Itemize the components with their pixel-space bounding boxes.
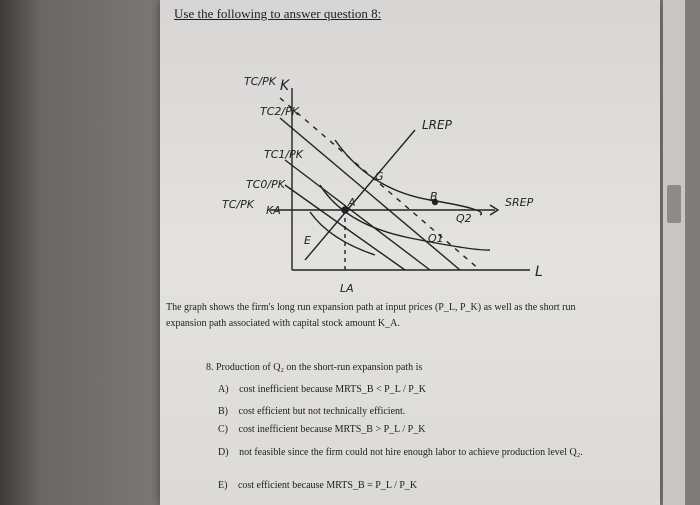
option-e[interactable] (218, 480, 417, 491)
iso-label-4: TC/PK (222, 198, 254, 211)
option-c-letter: C) (218, 424, 228, 435)
srep-label: SREP (505, 196, 534, 209)
option-e-letter: E) (218, 480, 228, 491)
vertical-scrollbar[interactable] (663, 0, 685, 505)
option-a-letter: A) (218, 384, 229, 395)
lrep-line (305, 130, 415, 260)
isoquant-3 (310, 212, 375, 255)
iso-label-3: TC0/PK (246, 178, 285, 191)
l-axis-label: L (535, 264, 543, 280)
option-a-text: cost inefficient because MRTS_B < P_L / P_K (239, 384, 427, 395)
scrollbar-thumb[interactable] (667, 185, 681, 223)
question-stem: 8. Production of Q₂ on the short-run expansion path is (206, 362, 423, 373)
option-a[interactable] (218, 384, 426, 395)
option-b[interactable] (218, 406, 405, 417)
g-label: G (375, 170, 384, 183)
iso-label-2: TC1/PK (264, 148, 303, 161)
expansion-path-graph (160, 0, 660, 300)
option-d-letter: D) (218, 447, 229, 458)
iso-label-1: TC2/PK (260, 105, 299, 118)
document-page (160, 0, 660, 505)
iso-label-0: TC/PK (244, 75, 276, 88)
k-axis-label: K (280, 78, 290, 94)
option-b-text: cost efficient but not technically efficient. (238, 406, 406, 417)
isocost-line-3 (285, 160, 430, 270)
isoquant-2 (335, 140, 481, 215)
q2-label: Q2 (456, 212, 472, 225)
q1-label: Q1 (428, 232, 444, 245)
option-c-text: cost inefficient because MRTS_B > P_L / P_K (238, 424, 426, 435)
option-d-text: not feasible since the firm could not hire enough labor to achieve production level Q₂. (239, 447, 583, 458)
option-c[interactable] (218, 424, 425, 435)
option-e-text: cost efficient because MRTS_B = P_L / P_K (237, 480, 418, 491)
ka-label: KA (266, 204, 281, 217)
option-d[interactable] (218, 446, 608, 459)
option-b-letter: B) (218, 406, 228, 417)
b-label: B (430, 190, 438, 203)
a-label: A (348, 196, 356, 209)
question-header: Use the following to answer question 8: (174, 6, 382, 21)
graph-caption: The graph shows the firm's long run expansion path at input prices (P_L, P_K) as well as the short run expansion path associated with capital stock amount K_A. (166, 302, 576, 329)
la-label: LA (340, 282, 354, 295)
lrep-label: LREP (422, 118, 452, 132)
e-label: E (304, 234, 311, 247)
